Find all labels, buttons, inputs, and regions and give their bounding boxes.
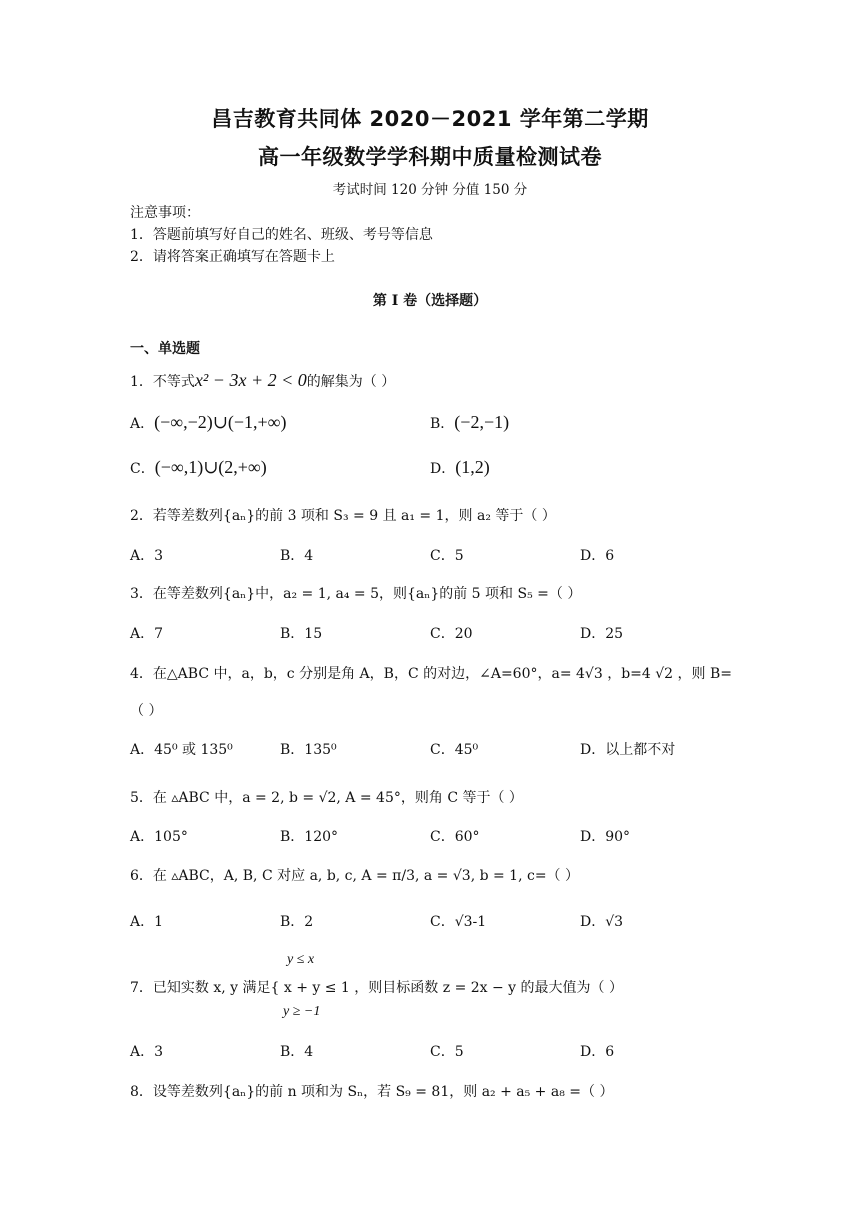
q6-option-b (280, 911, 313, 931)
option-label: A． (130, 914, 155, 930)
option-text: (1,2) (455, 457, 490, 477)
q4-option-b (280, 739, 337, 759)
option-text: √3-1 (454, 914, 487, 930)
option-label: B． (280, 829, 305, 845)
option-text: 5 (454, 548, 464, 564)
option-label: D． (580, 548, 606, 564)
option-label: C． (130, 461, 155, 477)
option-label: C． (430, 1044, 455, 1060)
q3-option-d (580, 623, 623, 643)
option-label: B． (280, 548, 305, 564)
option-label: D． (430, 461, 456, 477)
option-label: C． (430, 548, 455, 564)
exam-info: 考试时间 120 分钟 分值 150 分 (332, 182, 528, 198)
option-label: A． (130, 829, 155, 845)
question-2-stem: 2．若等差数列{aₙ}的前 3 项和 S₃ = 9 且 a₁ = 1，则 a₂ 等于（ ） (130, 508, 556, 524)
title-line-2: 高一年级数学学科期中质量检测试卷 (258, 145, 602, 169)
option-text: 1 (154, 914, 164, 930)
q4-option-a (130, 739, 233, 759)
q7-option-b (280, 1041, 313, 1061)
option-label: A． (130, 742, 155, 758)
option-text: 105° (154, 829, 188, 845)
q3-option-c (430, 623, 473, 643)
q1-stem-prefix: 1．不等式 (130, 374, 195, 390)
question-3-stem: 3．在等差数列{aₙ}中，a₂ = 1, a₄ = 5，则{aₙ}的前 5 项和 S₅ =（ ） (130, 586, 582, 602)
q6-option-a (130, 911, 163, 931)
option-text: 4 (304, 1044, 314, 1060)
q4-option-d (580, 739, 675, 759)
option-text: √3 (605, 914, 624, 930)
option-text: 60° (454, 829, 480, 845)
option-label: C． (430, 914, 455, 930)
option-label: D． (580, 742, 606, 758)
q1-option-b (430, 412, 509, 433)
question-6-stem: 6．在 ▵ABC，A, B, C 对应 a, b, c, A = π/3, a = √3, b = 1, c=（ ） (130, 868, 580, 884)
option-label: B． (430, 416, 455, 432)
question-5-stem: 5．在 ▵ABC 中，a = 2, b = √2, A = 45°，则角 C 等于（ ） (130, 790, 523, 806)
notes-heading: 注意事项： (130, 205, 200, 221)
q4-option-c (430, 739, 478, 759)
q3-option-a (130, 623, 163, 643)
option-label: C． (430, 742, 455, 758)
option-text: (−∞,1)∪(2,+∞) (154, 457, 267, 477)
q1-option-c (130, 457, 267, 478)
option-label: B． (280, 626, 305, 642)
q5-option-b (280, 826, 338, 846)
option-label: C． (430, 626, 455, 642)
option-text: 7 (154, 626, 164, 642)
note-item: 1．答题前填写好自己的姓名、班级、考号等信息 (130, 227, 433, 243)
q1-stem-suffix: 的解集为（ ） (306, 374, 396, 390)
q7-option-c (430, 1041, 464, 1061)
option-label: A． (130, 1044, 155, 1060)
option-text: 135⁰ (304, 742, 337, 758)
option-text: 6 (605, 548, 615, 564)
option-text: 25 (605, 626, 624, 642)
q2-option-c (430, 545, 464, 565)
option-label: C． (430, 829, 455, 845)
option-label: B． (280, 914, 305, 930)
section-title: 一、单选题 (130, 341, 200, 357)
q5-option-d (580, 826, 630, 846)
option-text: 3 (154, 1044, 164, 1060)
option-text: (−2,−1) (454, 412, 510, 432)
q1-option-a (130, 412, 286, 433)
question-1-stem (130, 370, 395, 391)
option-label: D． (580, 914, 606, 930)
q7-constraint-3: y ≥ −1 (283, 1004, 321, 1019)
q1-option-d (430, 457, 490, 478)
option-label: D． (580, 829, 606, 845)
option-text: 5 (454, 1044, 464, 1060)
question-8-stem: 8．设等差数列{aₙ}的前 n 项和为 Sₙ，若 S₉ = 81，则 a₂ + a₅ + a₈ =（ ） (130, 1084, 614, 1100)
q7-option-a (130, 1041, 163, 1061)
option-label: B． (280, 742, 305, 758)
option-text: (−∞,−2)∪(−1,+∞) (154, 412, 287, 432)
note-item: 2．请将答案正确填写在答题卡上 (130, 249, 335, 265)
option-label: B． (280, 1044, 305, 1060)
q2-option-b (280, 545, 313, 565)
option-label: A． (130, 548, 155, 564)
q2-option-a (130, 545, 163, 565)
option-label: A． (130, 626, 155, 642)
q5-option-a (130, 826, 188, 846)
option-text: 120° (304, 829, 339, 845)
option-text: 2 (304, 914, 314, 930)
question-4-stem-cont: （ ） (130, 703, 163, 719)
q6-option-c (430, 911, 486, 931)
option-label: D． (580, 626, 606, 642)
question-7-stem: 7．已知实数 x, y 满足{ x + y ≤ 1 ，则目标函数 z = 2x − y 的最大值为（ ） (130, 980, 623, 996)
option-text: 20 (454, 626, 473, 642)
q7-option-d (580, 1041, 614, 1061)
q6-option-d (580, 911, 623, 931)
q7-constraint-1: y ≤ x (287, 952, 315, 967)
option-text: 以上都不对 (605, 742, 676, 758)
part-title: 第 I 卷（选择题） (372, 293, 488, 309)
option-text: 90° (605, 829, 631, 845)
question-4-stem: 4．在△ABC 中，a，b，c 分别是角 A，B，C 的对边，∠A=60°，a= 4√3 ，b=4 √2 ，则 B= (130, 666, 732, 682)
q3-option-b (280, 623, 322, 643)
option-text: 6 (605, 1044, 615, 1060)
option-text: 45⁰ (454, 742, 479, 758)
option-text: 15 (304, 626, 323, 642)
q1-stem-math: x² − 3x + 2 < 0 (194, 370, 307, 390)
q2-option-d (580, 545, 614, 565)
option-label: D． (580, 1044, 606, 1060)
title-line-1: 昌吉教育共同体 2020－2021 学年第二学期 (211, 107, 649, 131)
option-label: A． (130, 416, 155, 432)
q5-option-c (430, 826, 480, 846)
option-text: 4 (304, 548, 314, 564)
option-text: 3 (154, 548, 164, 564)
option-text: 45⁰ 或 135⁰ (154, 742, 233, 758)
